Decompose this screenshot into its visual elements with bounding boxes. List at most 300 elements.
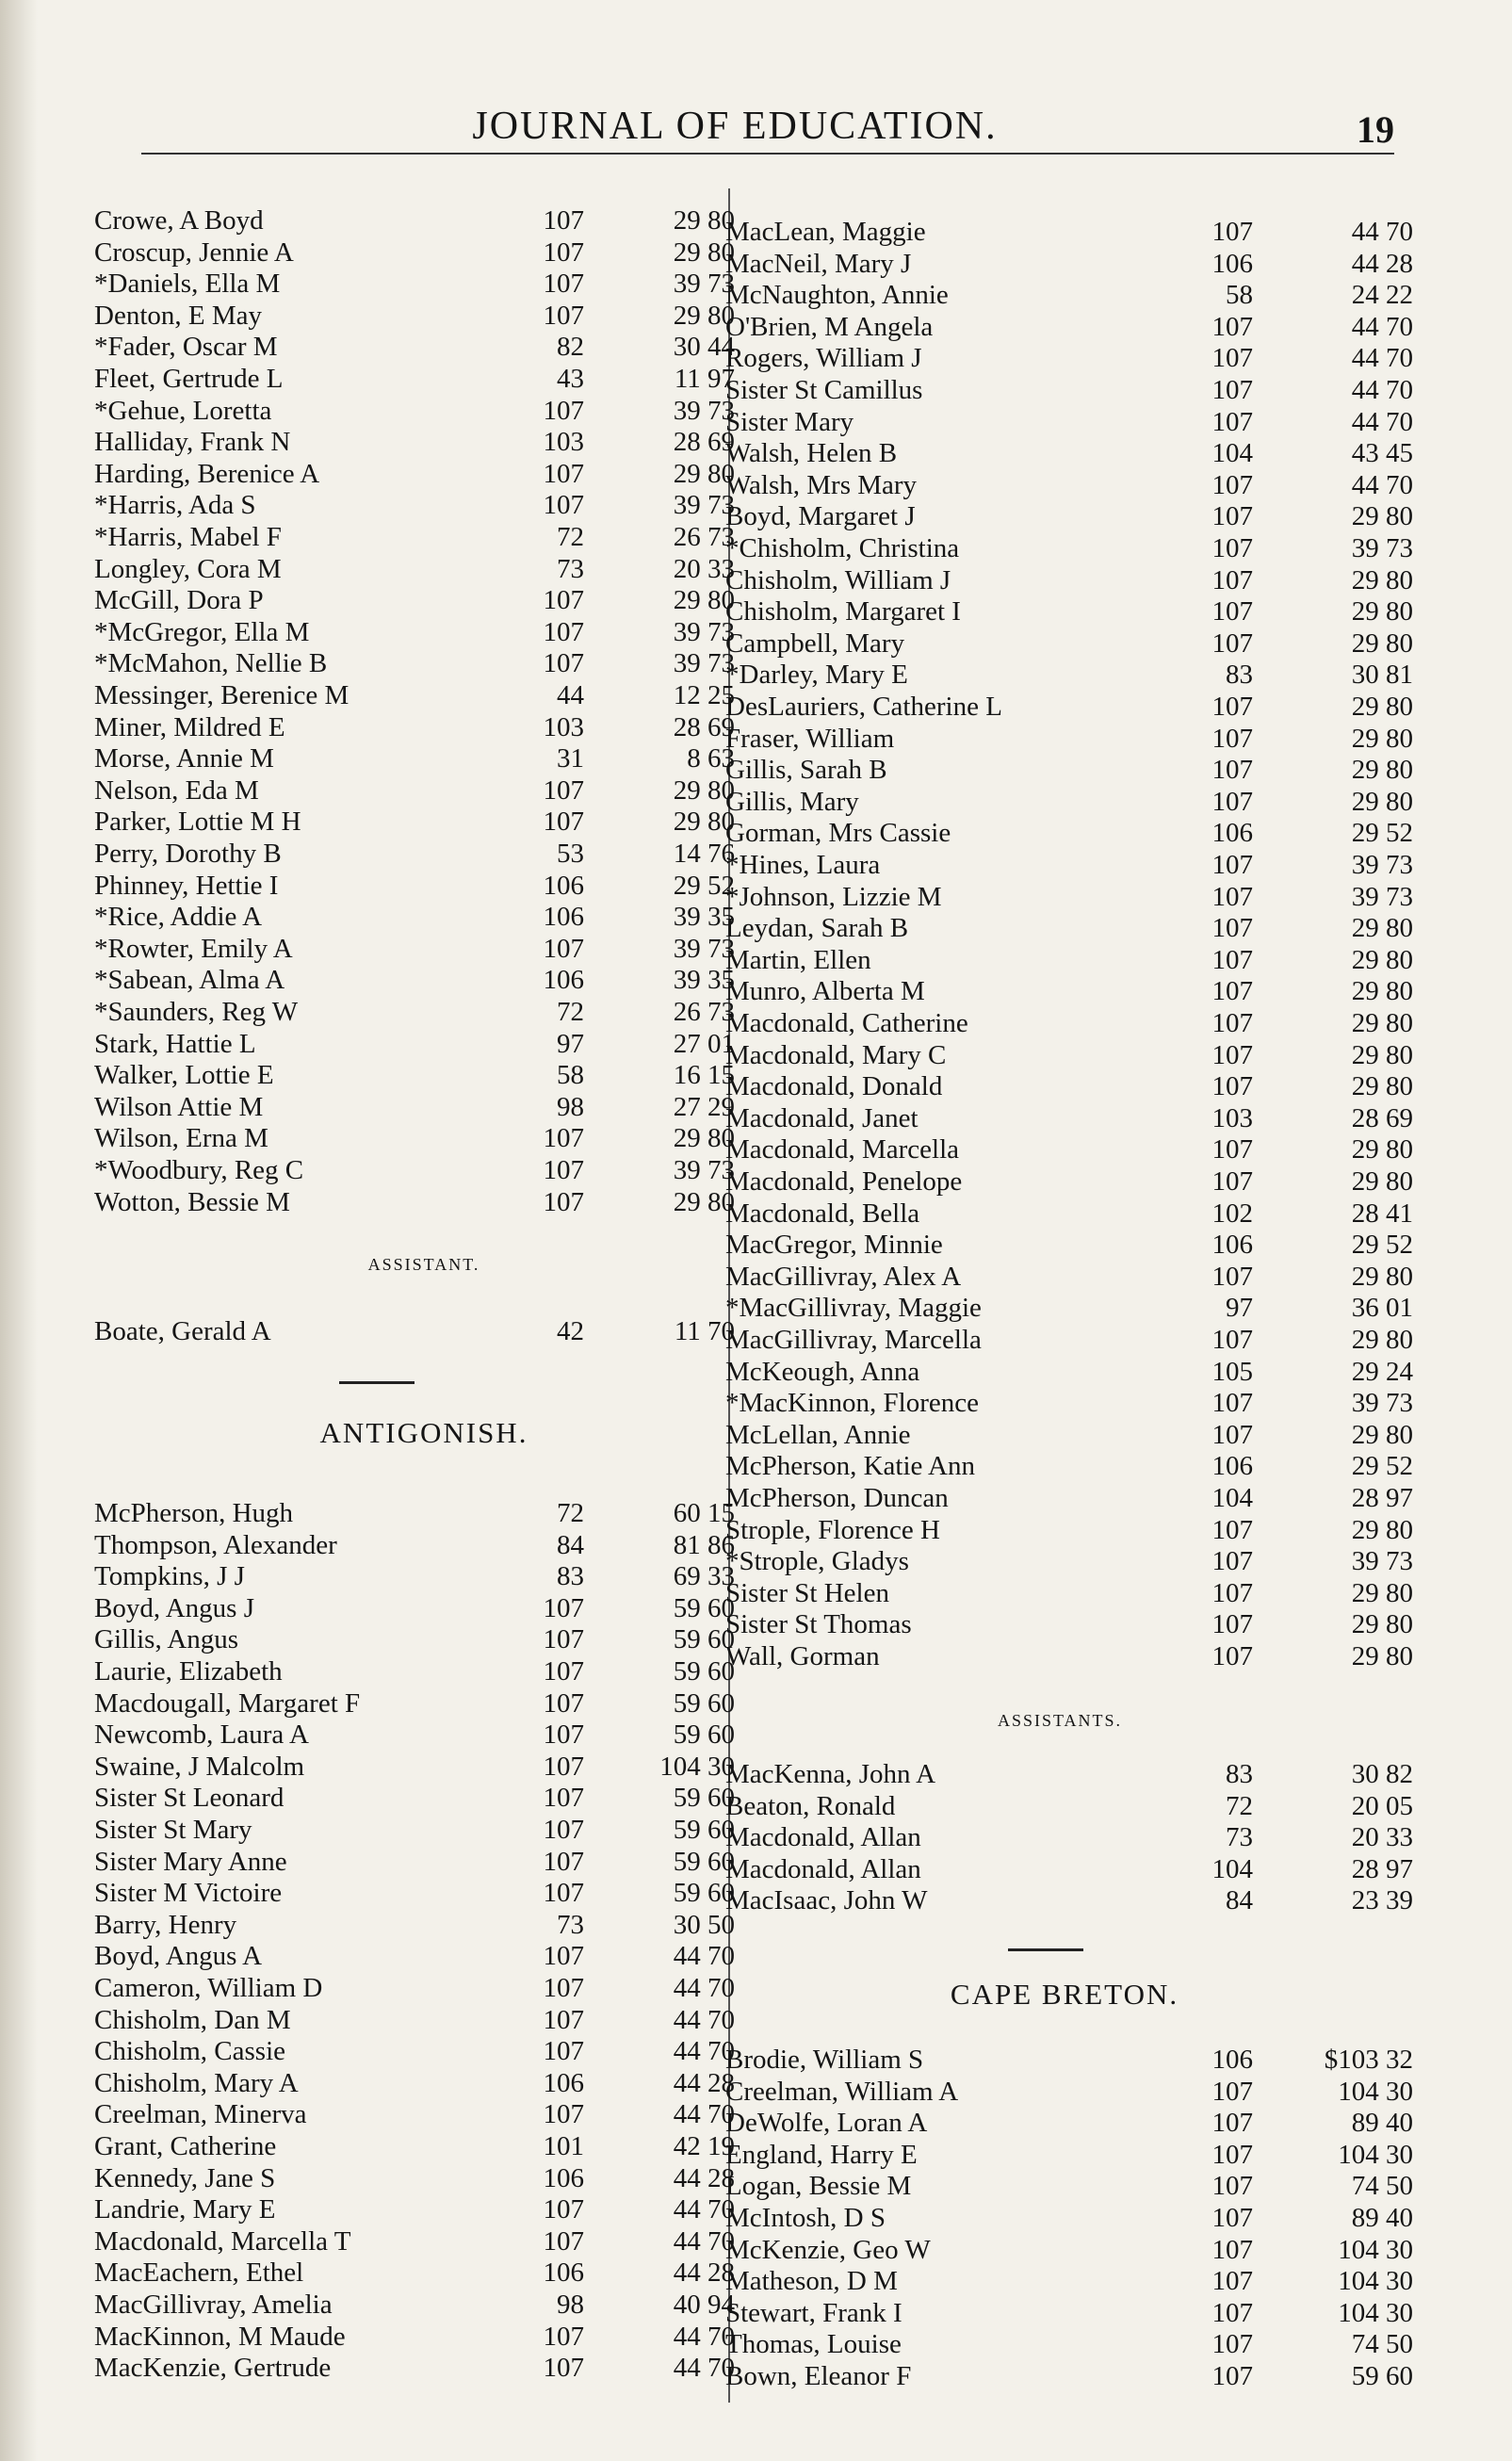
table-row <box>94 395 735 427</box>
table-row <box>94 2004 735 2036</box>
table-row <box>725 217 1479 248</box>
entry-percent: 107 <box>1211 1388 1253 1419</box>
entry-amount: 104 30 <box>659 1751 735 1782</box>
entry-amount: 89 40 <box>1351 2108 1413 2139</box>
entry-name: Sister Mary Anne <box>94 1846 287 1877</box>
table-row <box>725 755 1479 786</box>
entry-amount: 28 69 <box>673 427 735 458</box>
entry-percent: 107 <box>543 648 584 679</box>
entry-name: MacKenzie, Gertrude <box>94 2353 332 2384</box>
entry-amount: 59 60 <box>673 1624 735 1655</box>
entry-percent: 107 <box>1211 1134 1253 1165</box>
entry-amount: 59 60 <box>673 1687 735 1719</box>
entry-name: DesLauriers, Catherine L <box>725 692 1002 722</box>
entry-amount: 29 80 <box>673 205 735 236</box>
table-row <box>725 1451 1479 1482</box>
entry-percent: 107 <box>543 1624 584 1655</box>
entry-name: Laurie, Elizabeth <box>94 1656 283 1687</box>
entry-percent: 107 <box>1211 2266 1253 2297</box>
entry-amount: 44 70 <box>673 2036 735 2067</box>
assistant-label: ASSISTANT. <box>367 1255 480 1274</box>
table-row <box>94 1815 735 1846</box>
table-row <box>94 490 735 521</box>
table-row <box>725 533 1479 564</box>
table-row <box>94 1656 735 1687</box>
entry-amount: 29 80 <box>1351 1577 1413 1608</box>
table-row <box>725 2203 1479 2234</box>
entry-percent: 84 <box>557 1529 584 1560</box>
entry-name: Martin, Ellen <box>725 944 871 975</box>
entry-percent: 106 <box>1211 818 1253 849</box>
entry-percent: 44 <box>557 680 584 710</box>
table-row <box>94 2225 735 2257</box>
entry-amount: 29 80 <box>1351 1325 1413 1355</box>
entry-name: Phinney, Hettie I <box>94 870 279 901</box>
entry-percent: 73 <box>557 1909 584 1940</box>
table-row <box>94 997 735 1028</box>
entry-percent: 107 <box>543 1751 584 1782</box>
journal-title: JOURNAL OF EDUCATION. <box>472 105 998 148</box>
entry-name: Macdonald, Allan <box>725 1822 921 1853</box>
entry-percent: 103 <box>543 427 584 458</box>
entry-name: *Chisholm, Christina <box>725 533 960 563</box>
entry-amount: 12 25 <box>673 680 735 710</box>
entry-percent: 107 <box>1211 1577 1253 1608</box>
entry-percent: 107 <box>543 1846 584 1877</box>
entry-name: McIntosh, D S <box>725 2203 886 2233</box>
table-row <box>725 470 1479 501</box>
entry-amount: 44 70 <box>673 1941 735 1972</box>
entry-amount: 28 69 <box>673 711 735 742</box>
entry-name: *MacGillivray, Maggie <box>725 1293 982 1324</box>
entry-name: Chisholm, William J <box>725 564 951 595</box>
entry-amount: 89 40 <box>1351 2203 1413 2233</box>
entry-name: *Hines, Laura <box>725 850 881 880</box>
entry-name: McGill, Dora P <box>94 585 264 616</box>
entry-amount: 29 24 <box>1351 1356 1413 1387</box>
entry-percent: 53 <box>557 839 584 869</box>
entry-amount: 44 70 <box>673 1973 735 2003</box>
antigonish-heading: ANTIGONISH. <box>319 1416 528 1449</box>
entry-amount: 28 97 <box>1351 1853 1413 1884</box>
entry-amount: 24 22 <box>1351 280 1413 311</box>
entry-name: Macdonald, Mary C <box>725 1039 947 1070</box>
table-row <box>725 2077 1479 2108</box>
entry-amount: 40 94 <box>673 2290 735 2320</box>
entry-amount: 39 73 <box>673 648 735 679</box>
entry-amount: 29 80 <box>673 1186 735 1217</box>
entry-percent: 58 <box>557 1060 584 1091</box>
entry-name: Logan, Bessie M <box>725 2171 912 2202</box>
entry-name: MacLean, Maggie <box>725 217 926 247</box>
entry-amount: 29 52 <box>1351 1451 1413 1482</box>
entry-amount: 39 73 <box>1351 533 1413 563</box>
cape-breton-heading: CAPE BRETON. <box>950 1978 1179 2011</box>
entry-percent: 107 <box>543 236 584 268</box>
entry-name: DeWolfe, Loran A <box>725 2108 928 2139</box>
table-row <box>725 1854 1479 1885</box>
table-row <box>94 522 735 553</box>
entry-percent: 107 <box>1211 343 1253 374</box>
table-row <box>725 2171 1479 2202</box>
table-row <box>94 1909 735 1941</box>
entry-name: *MacKinnon, Florence <box>725 1388 979 1419</box>
entry-name: McKeough, Anna <box>725 1356 920 1387</box>
table-row <box>94 364 735 395</box>
entry-amount: 29 80 <box>1351 596 1413 627</box>
entry-amount: 29 80 <box>1351 755 1413 786</box>
entry-percent: 106 <box>543 902 584 933</box>
entry-percent: 105 <box>1211 1356 1253 1387</box>
entry-percent: 107 <box>543 1941 584 1972</box>
entry-percent: 106 <box>543 2067 584 2098</box>
table-row <box>725 945 1479 976</box>
entry-amount: 44 70 <box>1351 217 1413 247</box>
entry-percent: 107 <box>1211 533 1253 563</box>
table-row <box>725 1578 1479 1609</box>
entry-name: Chisholm, Cassie <box>94 2036 286 2067</box>
entry-amount: 44 70 <box>1351 343 1413 374</box>
table-row <box>94 807 735 838</box>
entry-percent: 107 <box>1211 627 1253 659</box>
table-row <box>725 1134 1479 1165</box>
table-row <box>94 839 735 870</box>
entry-name: Longley, Cora M <box>94 553 282 584</box>
entry-percent: 107 <box>1211 1039 1253 1070</box>
entry-amount: 74 50 <box>1351 2171 1413 2202</box>
table-row <box>94 1783 735 1814</box>
entry-percent: 107 <box>1211 311 1253 342</box>
entry-amount: 27 29 <box>673 1091 735 1122</box>
entry-amount: 29 80 <box>1351 913 1413 944</box>
entry-percent: 72 <box>557 1498 584 1528</box>
entry-amount: 29 80 <box>1351 1609 1413 1640</box>
entry-percent: 107 <box>543 1815 584 1845</box>
entry-amount: 69 33 <box>673 1561 735 1592</box>
entry-percent: 106 <box>1211 1230 1253 1261</box>
entry-amount: 29 80 <box>1351 501 1413 532</box>
table-row <box>725 1641 1479 1672</box>
entry-amount: 42 19 <box>673 2131 735 2161</box>
entry-amount: 26 73 <box>673 997 735 1027</box>
entry-amount: 59 60 <box>673 1592 735 1623</box>
entry-amount: 20 05 <box>1351 1790 1413 1821</box>
entry-name: Gillis, Mary <box>725 786 859 817</box>
table-row <box>725 787 1479 818</box>
table-row <box>725 850 1479 881</box>
entry-percent: 106 <box>543 2257 584 2289</box>
entry-amount: 29 80 <box>1351 723 1413 754</box>
entry-amount: 44 70 <box>1351 469 1413 500</box>
table-row <box>725 1071 1479 1102</box>
entry-percent: 107 <box>1211 1166 1253 1197</box>
entry-percent: 97 <box>557 1028 584 1059</box>
entry-amount: 39 35 <box>673 902 735 933</box>
entry-amount: 39 73 <box>1351 850 1413 880</box>
table-row <box>725 660 1479 691</box>
entry-percent: 107 <box>543 1186 584 1217</box>
table-row <box>725 2108 1479 2139</box>
entry-amount: 29 80 <box>1351 627 1413 659</box>
entry-name: *Rowter, Emily A <box>94 933 293 964</box>
entry-percent: 107 <box>543 2194 584 2225</box>
entry-name: Creelman, Minerva <box>94 2099 307 2130</box>
entry-amount: 39 73 <box>673 616 735 647</box>
entry-percent: 107 <box>1211 881 1253 912</box>
entry-amount: 59 60 <box>1351 2361 1413 2391</box>
entry-name: Gorman, Mrs Cassie <box>725 818 951 849</box>
entry-amount: 104 30 <box>1338 2139 1413 2170</box>
entry-name: Thomas, Louise <box>725 2329 902 2360</box>
entry-percent: 72 <box>557 522 584 552</box>
table-row <box>725 596 1479 627</box>
entry-name: Boyd, Margaret J <box>725 501 916 532</box>
entry-percent: 107 <box>1211 1071 1253 1102</box>
entry-amount: 29 80 <box>1351 944 1413 975</box>
entry-percent: 106 <box>1211 2045 1253 2075</box>
entry-name: *Harris, Mabel F <box>94 522 282 552</box>
table-row <box>94 870 735 902</box>
entry-name: Parker, Lottie M H <box>94 807 301 838</box>
table-row <box>94 1592 735 1624</box>
entry-name: Cameron, William D <box>94 1973 323 2003</box>
entry-percent: 107 <box>1211 913 1253 944</box>
entry-name: Nelson, Eda M <box>94 774 259 806</box>
entry-amount: 59 60 <box>673 1656 735 1687</box>
table-row <box>725 1357 1479 1388</box>
entry-name: *Darley, Mary E <box>725 660 908 691</box>
entry-amount: 20 33 <box>673 553 735 584</box>
entry-name: *Daniels, Ella M <box>94 269 281 300</box>
entry-amount: 29 52 <box>673 870 735 901</box>
table-row <box>725 1885 1479 1916</box>
entry-amount: 39 73 <box>673 269 735 300</box>
entry-amount: 30 44 <box>673 332 735 363</box>
table-row <box>94 680 735 711</box>
entry-percent: 104 <box>1211 1483 1253 1513</box>
entry-name: *Johnson, Lizzie M <box>725 881 942 912</box>
entry-percent: 107 <box>1211 469 1253 500</box>
table-row <box>94 269 735 300</box>
page-header <box>0 104 1512 160</box>
entry-name: Messinger, Berenice M <box>94 680 350 710</box>
entry-amount: $103 32 <box>1324 2045 1413 2075</box>
page-edge-shadow <box>0 0 38 2461</box>
entry-percent: 107 <box>1211 1419 1253 1450</box>
entry-name: Sister St Thomas <box>725 1609 912 1640</box>
entry-percent: 107 <box>543 1719 584 1751</box>
entry-name: *Sabean, Alma A <box>94 965 285 996</box>
entry-percent: 107 <box>1211 1546 1253 1577</box>
table-row <box>725 501 1479 532</box>
entry-amount: 29 80 <box>1351 1641 1413 1671</box>
entry-amount: 44 70 <box>673 2004 735 2035</box>
entry-percent: 107 <box>1211 1514 1253 1545</box>
entry-amount: 29 80 <box>1351 1514 1413 1545</box>
table-row <box>94 1186 735 1218</box>
entry-percent: 107 <box>1211 2329 1253 2360</box>
entry-amount: 29 80 <box>1351 564 1413 595</box>
entry-percent: 107 <box>543 2353 584 2384</box>
entry-amount: 39 73 <box>673 395 735 426</box>
entry-percent: 107 <box>543 1656 584 1687</box>
entry-percent: 107 <box>1211 375 1253 405</box>
entry-amount: 8 63 <box>687 743 735 774</box>
entry-name: Bown, Eleanor F <box>725 2361 912 2391</box>
entry-name: Macdonald, Allan <box>725 1853 921 1884</box>
table-row <box>94 2353 735 2384</box>
entry-percent: 107 <box>543 933 584 964</box>
entry-percent: 104 <box>1211 1853 1253 1884</box>
entry-percent: 107 <box>1211 2108 1253 2139</box>
entry-name: Crowe, A Boyd <box>94 205 264 236</box>
entry-amount: 59 60 <box>673 1719 735 1751</box>
entry-amount: 29 80 <box>1351 786 1413 817</box>
table-row <box>94 1529 735 1561</box>
entry-percent: 83 <box>1226 1759 1253 1789</box>
entry-amount: 27 01 <box>673 1028 735 1059</box>
table-row <box>94 2194 735 2225</box>
entry-percent: 31 <box>557 743 584 774</box>
entry-name: Walker, Lottie E <box>94 1060 274 1091</box>
table-row <box>94 1878 735 1909</box>
table-row <box>94 1028 735 1060</box>
table-row <box>725 1515 1479 1546</box>
table-row <box>94 236 735 269</box>
entry-name: Harding, Berenice A <box>94 458 320 489</box>
entry-name: *Harris, Ada S <box>94 490 256 521</box>
entry-amount: 39 73 <box>1351 1546 1413 1577</box>
entry-amount: 44 28 <box>673 2067 735 2098</box>
table-row <box>94 1719 735 1751</box>
entry-amount: 39 73 <box>1351 1388 1413 1419</box>
entry-percent: 107 <box>1211 723 1253 754</box>
table-row <box>94 1155 735 1186</box>
entry-name: Chisholm, Mary A <box>94 2067 299 2098</box>
entry-name: Sister M Victoire <box>94 1878 283 1909</box>
entry-percent: 107 <box>1211 1008 1253 1038</box>
assistants-label: ASSISTANTS. <box>997 1711 1123 1730</box>
entry-percent: 84 <box>1226 1885 1253 1916</box>
table-row <box>725 312 1479 343</box>
entry-percent: 104 <box>1211 438 1253 469</box>
entry-percent: 107 <box>1211 501 1253 532</box>
entry-name: Gillis, Sarah B <box>725 755 887 786</box>
entry-percent: 107 <box>1211 1641 1253 1671</box>
entry-name: Beaton, Ronald <box>725 1790 896 1821</box>
entry-name: *Gehue, Loretta <box>94 395 272 426</box>
entry-percent: 107 <box>1211 1325 1253 1355</box>
entry-amount: 29 80 <box>673 585 735 616</box>
entry-percent: 42 <box>557 1316 584 1346</box>
entry-name: Brodie, William S <box>725 2045 924 2075</box>
entry-percent: 107 <box>543 2321 584 2352</box>
entry-amount: 44 70 <box>1351 311 1413 342</box>
entry-percent: 107 <box>543 269 584 300</box>
entry-percent: 83 <box>557 1561 584 1592</box>
entry-name: Kennedy, Jane S <box>94 2162 276 2193</box>
entry-percent: 107 <box>543 2036 584 2067</box>
table-row <box>725 249 1479 280</box>
entry-name: Macdonald, Bella <box>725 1198 920 1229</box>
table-row <box>725 724 1479 755</box>
entry-amount: 29 80 <box>673 300 735 331</box>
entry-amount: 81 86 <box>673 1529 735 1560</box>
entry-name: Sister Mary <box>725 406 854 437</box>
entry-percent: 73 <box>557 553 584 584</box>
entry-percent: 107 <box>543 585 584 616</box>
entry-name: MacEachern, Ethel <box>94 2257 304 2289</box>
entry-name: Macdonald, Donald <box>725 1071 943 1102</box>
entry-name: Walsh, Mrs Mary <box>725 469 918 500</box>
entry-percent: 103 <box>543 711 584 742</box>
entry-percent: 107 <box>543 2004 584 2035</box>
entry-name: Wilson Attie M <box>94 1091 264 1122</box>
entry-name: *Saunders, Reg W <box>94 997 299 1027</box>
entry-percent: 106 <box>543 870 584 901</box>
entry-percent: 107 <box>543 1878 584 1909</box>
entry-amount: 11 97 <box>674 364 735 394</box>
table-row <box>94 648 735 679</box>
entry-percent: 107 <box>1211 2234 1253 2265</box>
entry-name: Croscup, Jennie A <box>94 236 294 268</box>
table-row <box>94 1123 735 1154</box>
entry-amount: 29 80 <box>1351 976 1413 1007</box>
entry-name: *Woodbury, Reg C <box>94 1155 304 1185</box>
table-row <box>94 616 735 648</box>
entry-amount: 59 60 <box>673 1783 735 1814</box>
entry-percent: 106 <box>1211 248 1253 279</box>
entry-name: Sister St Mary <box>94 1815 252 1845</box>
table-row <box>94 427 735 458</box>
entry-amount: 39 73 <box>673 933 735 964</box>
entry-amount: 28 97 <box>1351 1483 1413 1513</box>
entry-name: Boate, Gerald A <box>94 1316 271 1346</box>
entry-name: England, Harry E <box>725 2139 918 2170</box>
entry-name: Swaine, J Malcolm <box>94 1751 305 1782</box>
table-row <box>725 2329 1479 2360</box>
entry-percent: 106 <box>543 965 584 996</box>
entry-percent: 107 <box>543 1687 584 1719</box>
entry-amount: 104 30 <box>1338 2076 1413 2107</box>
table-row <box>94 743 735 774</box>
entry-name: Leydan, Sarah B <box>725 913 909 944</box>
entry-name: Perry, Dorothy B <box>94 839 282 869</box>
entry-percent: 106 <box>543 2162 584 2193</box>
entry-percent: 82 <box>557 332 584 363</box>
entry-percent: 107 <box>543 1155 584 1185</box>
entry-amount: 60 15 <box>673 1498 735 1528</box>
entry-name: Matheson, D M <box>725 2266 898 2297</box>
entry-percent: 58 <box>1226 280 1253 311</box>
entry-amount: 29 80 <box>1351 1071 1413 1102</box>
entry-amount: 59 60 <box>673 1815 735 1845</box>
table-row <box>725 1198 1479 1230</box>
entry-percent: 107 <box>543 1783 584 1814</box>
entry-amount: 29 80 <box>1351 1008 1413 1038</box>
entry-amount: 30 82 <box>1351 1759 1413 1789</box>
table-row <box>725 1325 1479 1356</box>
table-row <box>94 1751 735 1783</box>
entry-name: Macdonald, Catherine <box>725 1008 968 1038</box>
entry-amount: 59 60 <box>673 1878 735 1909</box>
table-row <box>94 2067 735 2099</box>
table-row <box>94 2131 735 2162</box>
table-row <box>725 913 1479 944</box>
table-row <box>725 1388 1479 1419</box>
table-row <box>94 585 735 616</box>
entry-name: Macdougall, Margaret F <box>94 1687 361 1719</box>
